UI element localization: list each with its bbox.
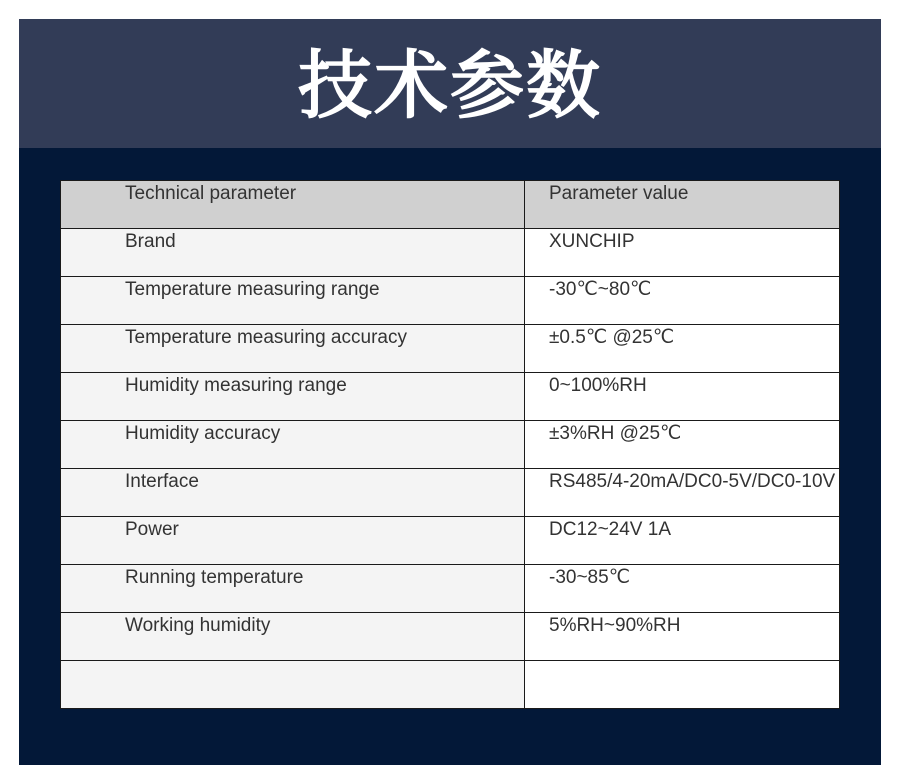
value-cell: 0~100%RH [525, 373, 840, 421]
value-cell: 5%RH~90%RH [525, 613, 840, 661]
column-header-parameter: Technical parameter [61, 181, 525, 229]
parameter-cell: Temperature measuring range [61, 277, 525, 325]
table-header-row [61, 181, 840, 229]
table-row [61, 517, 840, 565]
parameter-cell: Working humidity [61, 613, 525, 661]
value-cell: -30℃~80℃ [525, 277, 840, 325]
table-row [61, 373, 840, 421]
parameter-cell: Interface [61, 469, 525, 517]
table-row [61, 277, 840, 325]
parameter-cell: Humidity accuracy [61, 421, 525, 469]
table-row [61, 565, 840, 613]
spec-panel [19, 19, 881, 765]
column-header-value: Parameter value [525, 181, 840, 229]
parameter-cell: Power [61, 517, 525, 565]
table-row [61, 469, 840, 517]
value-cell: ±0.5℃ @25℃ [525, 325, 840, 373]
parameter-cell: Brand [61, 229, 525, 277]
table-row [61, 613, 840, 661]
table-row [61, 229, 840, 277]
value-cell: -30~85℃ [525, 565, 840, 613]
parameter-cell [61, 661, 525, 709]
value-cell: ±3%RH @25℃ [525, 421, 840, 469]
value-cell: RS485/4-20mA/DC0-5V/DC0-10V [525, 469, 840, 517]
parameter-cell: Running temperature [61, 565, 525, 613]
parameter-cell: Temperature measuring accuracy [61, 325, 525, 373]
table-row [61, 421, 840, 469]
page-title: 技术参数 [298, 42, 602, 129]
parameter-cell: Humidity measuring range [61, 373, 525, 421]
value-cell: XUNCHIP [525, 229, 840, 277]
value-cell: DC12~24V 1A [525, 517, 840, 565]
spec-table [60, 180, 840, 709]
table-row [61, 325, 840, 373]
table-row-empty [61, 661, 840, 709]
title-banner [19, 19, 881, 148]
value-cell [525, 661, 840, 709]
